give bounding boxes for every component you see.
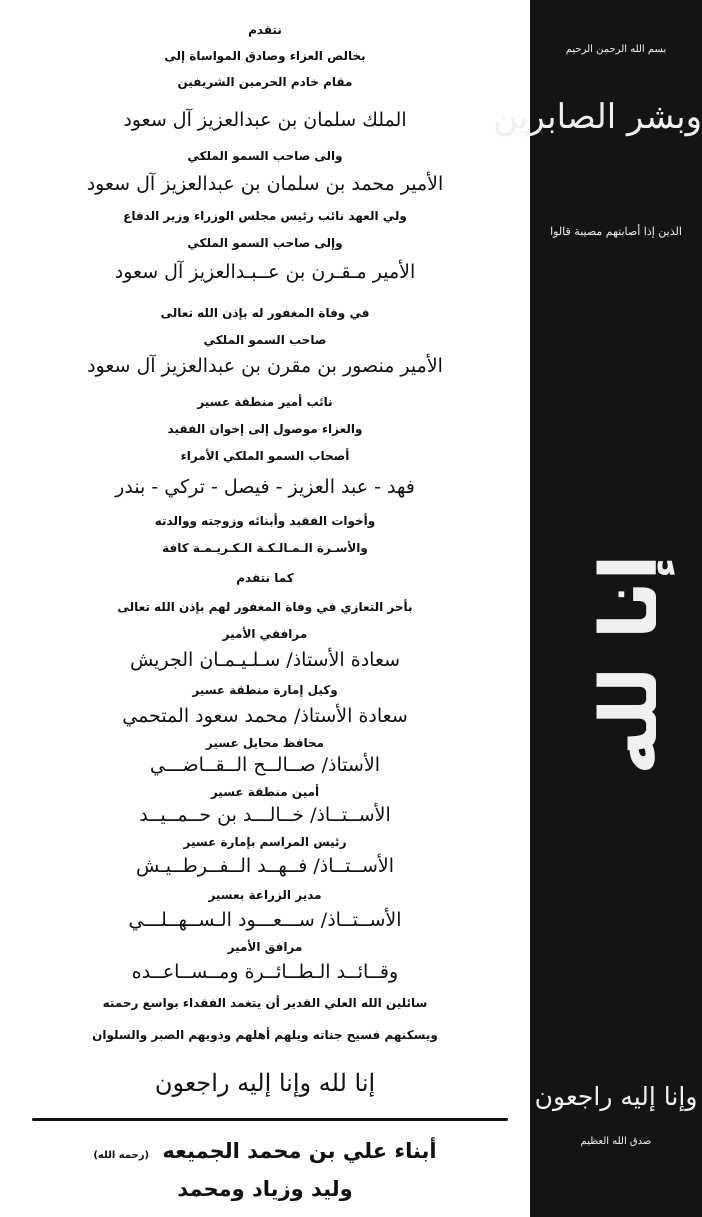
bashir-calligraphy: وبشر الصابرين xyxy=(493,97,702,137)
king-name: الملك سلمان بن عبدالعزيز آل سعود xyxy=(123,109,407,131)
intro-text: نتقدم xyxy=(248,23,282,37)
signature-line-1 xyxy=(40,1140,490,1163)
prince-mansour-name: الأمير منصور بن مقرن بن عبدالعزيز آل سعود xyxy=(87,355,443,377)
crown-prince-name: الأمير محمد بن سلمان بن عبدالعزيز آل سعود xyxy=(86,173,444,195)
prayer-line-2: ويسكنهم فسيح جناته ويلهم أهلهم وذويهم الصبر والسلوان xyxy=(92,1028,438,1042)
person-5-title: رئيس المراسم بإمارة عسير xyxy=(183,835,347,849)
person-5-name: الأســتــاذ/ فــهــد الــفــرطــيـش xyxy=(135,855,395,877)
princes-line: أصحاب السمو الملكي الأمراء xyxy=(180,449,350,463)
deputy-title: نائب أمير منطقة عسير xyxy=(197,395,333,409)
person-6-name: الأســتــاذ/ ســـعـــود الـســهــلـــي xyxy=(128,909,402,931)
signature-line-2: وليد وزياد ومحمد xyxy=(177,1177,353,1201)
basmala-text: بسم الله الرحمن الرحيم xyxy=(565,44,667,55)
divider-line xyxy=(32,1118,508,1121)
royal-highness-line-1: والى صاحب السمو الملكي xyxy=(187,149,343,163)
verse-text: الذين إذا أصابتهم مصيبة قالوا xyxy=(550,225,682,238)
princes-names: فهد - عبد العزيز - فيصل - تركي - بندر xyxy=(115,476,415,498)
calligraphy-inna-lillah: إنا لله وإنا إليه راجعون xyxy=(154,1069,376,1097)
person-2-name: سعادة الأستاذ/ محمد سعود المتحمي xyxy=(122,705,408,727)
sidebar-calligraphy-panel xyxy=(493,0,702,1217)
person-3-title: محافظ محايل عسير xyxy=(205,736,325,750)
sisters-line: وأخوات الفقيد وأبنائه وزوجته ووالدته xyxy=(154,514,376,528)
deepest-condolences-line: بأحر التعازي في وفاة المغفور لهم بإذن الله تعالى xyxy=(117,600,413,614)
companions-title: مرافقي الأمير xyxy=(222,627,308,641)
inna-lillah-calligraphy: إنا لله xyxy=(585,554,675,776)
person-4-name: الأســتــاذ/ خــالـــد بن حــمــيــد xyxy=(139,804,391,826)
sadaqa-text: صدق الله العظيم xyxy=(580,1136,652,1147)
royal-highness-label: صاحب السمو الملكي xyxy=(203,333,327,347)
death-of-line: في وفاة المغفور له بإذن الله تعالى xyxy=(160,306,370,320)
person-7-name: وقــائــد الـطــائــرة ومــســاعــده xyxy=(131,961,399,983)
person-7-title: مرافق الأمير xyxy=(227,940,303,954)
signature-family-name: أبناء علي بن محمد الجميعه xyxy=(162,1139,437,1163)
person-6-title: مدير الزراعة بعسير xyxy=(208,888,322,902)
prince-muqrin-name: الأمير مـقـرن بن عــبـدالعزيز آل سعود xyxy=(114,261,416,283)
family-line: والأسـرة الـمـالـكـة الـكـريـمـة كافة xyxy=(162,541,368,555)
custodian-title: مقام خادم الحرمين الشريفين xyxy=(177,75,353,89)
rahimahullah-note: (رحمه الله) xyxy=(93,1150,150,1161)
brothers-line: والعزاء موصول إلى إخوان الفقيد xyxy=(167,422,363,436)
person-1-name: سعادة الأستاذ/ سـلـيـمـان الجريش xyxy=(129,649,401,671)
royal-highness-line-2: وإلى صاحب السمو الملكي xyxy=(187,236,343,250)
also-line: كما نتقدم xyxy=(236,571,294,585)
person-3-name: الأستاذ/ صــالــح الــقــاضـــي xyxy=(149,754,381,776)
person-4-title: أمين منطقة عسير xyxy=(210,785,320,799)
prayer-line-1: سائلين الله العلي القدير أن يتغمد الفقداء بواسع رحمته xyxy=(102,996,428,1010)
person-2-title: وكيل إمارة منطقة عسير xyxy=(192,683,338,697)
crown-prince-title: ولي العهد نائب رئيس مجلس الوزراء وزير الدفاع xyxy=(123,209,407,223)
condolence-line: بخالص العزاء وصادق المواساة إلى xyxy=(164,49,366,63)
raji-un-calligraphy: وإنا إليه راجعون xyxy=(534,1082,698,1111)
